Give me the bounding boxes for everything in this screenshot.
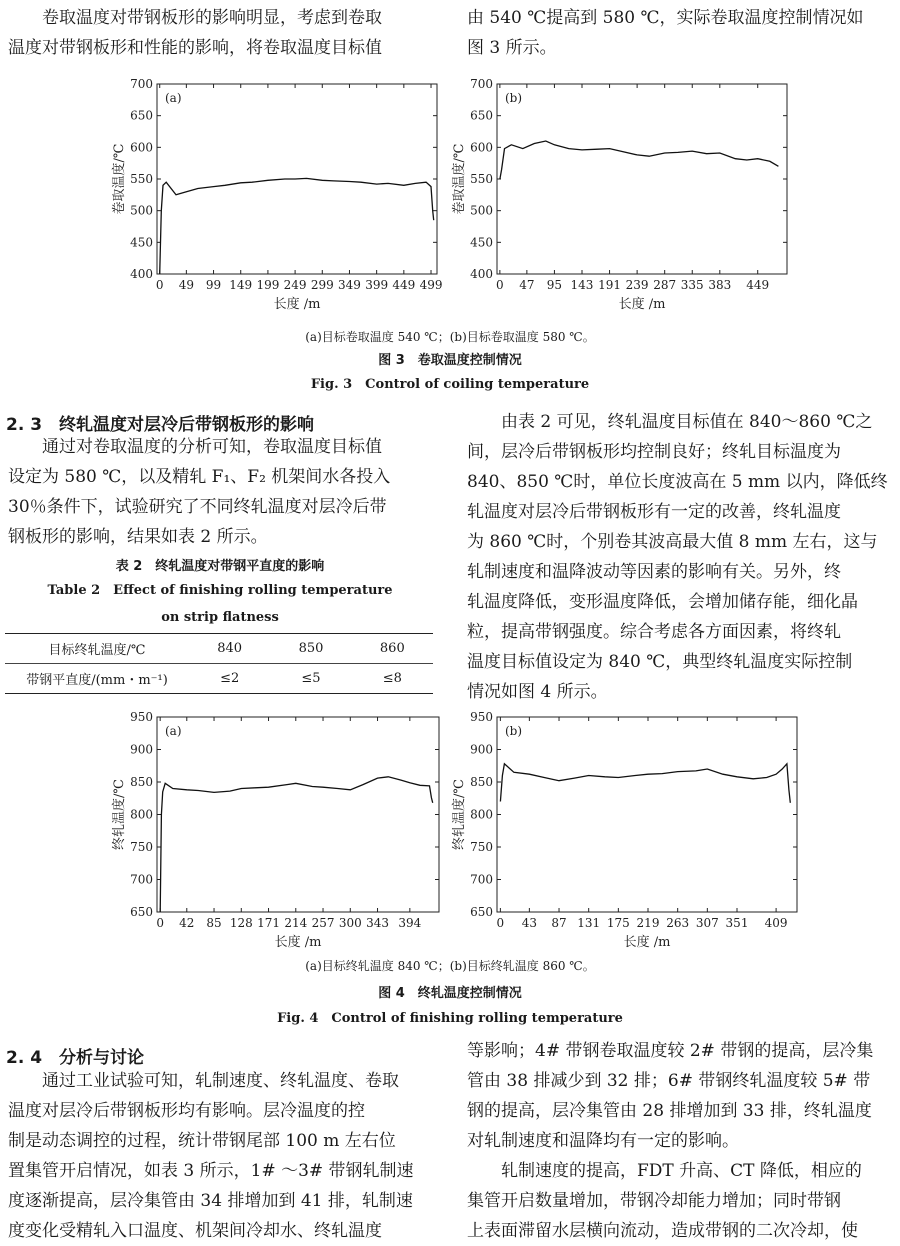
plot-frame — [157, 717, 439, 912]
text-line: 轧温度降低，变形温度降低，会增加储存能，细化晶 — [467, 592, 858, 612]
x-tick-label: 383 — [708, 278, 732, 292]
x-tick-label: 343 — [366, 916, 389, 930]
y-axis-label: 终轧温度/℃ — [112, 779, 127, 850]
y-tick-label: 750 — [470, 840, 493, 854]
series-line — [160, 178, 434, 274]
text-line: 为 860 ℃时，个别卷其波高最大值 8 mm 左右，这与 — [467, 532, 878, 552]
text-line: 钢板形的影响，结果如表 2 所示。 — [8, 527, 268, 547]
x-tick-label: 409 — [764, 916, 788, 930]
x-tick-label: 85 — [206, 916, 222, 930]
text-line: 由 540 ℃提高到 580 ℃，实际卷取温度控制情况如 — [467, 8, 864, 28]
chart-fig3a — [95, 72, 455, 322]
sec24-right-text — [467, 1036, 897, 1246]
table2-title-en2: on strip flatness — [161, 610, 279, 625]
sec23-right-text — [467, 407, 897, 707]
fig4-title-cn: 图 4 终轧温度控制情况 — [378, 986, 522, 1001]
text-line: 度变化受精轧入口温度、机架间冷却水、终轧温度 — [8, 1221, 382, 1241]
text-line: 由表 2 可见，终轧温度目标值在 840～860 ℃之 — [501, 412, 873, 432]
text-line: 温度对层冷后带钢板形均有影响。层冷温度的控 — [8, 1101, 365, 1121]
y-tick-label: 400 — [470, 267, 493, 281]
text-line: 置集管开启情况，如表 3 所示，1# ～3# 带钢轧制速 — [8, 1161, 414, 1181]
text-line: 集管开启数量增加，带钢冷却能力增加；同时带钢 — [467, 1191, 841, 1211]
y-tick-label: 800 — [470, 807, 493, 822]
text-line: 轧温度对层冷后带钢板形有一定的改善，终轧温度 — [467, 502, 841, 522]
fig3-title-en: Fig. 3 Control of coiling temperature — [310, 377, 590, 392]
x-tick-label: 149 — [229, 278, 253, 292]
y-tick-label: 550 — [130, 172, 153, 186]
top-left-text — [8, 3, 438, 63]
y-tick-label: 650 — [470, 905, 493, 919]
y-tick-label: 900 — [470, 742, 493, 757]
table-cell: 850 — [298, 641, 324, 656]
y-tick-label: 700 — [470, 77, 493, 91]
y-tick-label: 600 — [470, 140, 493, 155]
x-tick-label: 0 — [496, 916, 505, 930]
x-tick-label: 175 — [606, 916, 630, 930]
section-heading-2-3: 2. 3 终轧温度对层冷后带钢板形的影响 — [6, 415, 315, 435]
x-axis-label: 长度 /m — [618, 297, 666, 312]
text-line: 图 3 所示。 — [467, 38, 557, 58]
sec23-left-text — [8, 432, 436, 552]
section-heading-2-4: 2. 4 分析与讨论 — [6, 1048, 145, 1068]
x-tick-label: 95 — [546, 278, 563, 292]
text-line: 840、850 ℃时，单位长度波高在 5 mm 以内，降低终 — [467, 472, 888, 492]
text-line: 轧制速度的提高，FDT 升高、CT 降低，相应的 — [501, 1161, 862, 1181]
x-tick-label: 449 — [746, 278, 770, 292]
y-tick-label: 450 — [470, 235, 493, 250]
x-tick-label: 171 — [257, 916, 280, 930]
text-line: 情况如图 4 所示。 — [467, 682, 608, 702]
x-tick-label: 42 — [179, 916, 195, 930]
y-tick-label: 550 — [470, 172, 493, 186]
table-row — [5, 664, 433, 694]
y-tick-label: 950 — [470, 710, 493, 724]
series-line — [500, 141, 779, 179]
table-cell: ≤5 — [301, 671, 321, 686]
fig4-title-en: Fig. 4 Control of finishing rolling temperature — [277, 1011, 623, 1026]
table-cell: ≤8 — [382, 671, 402, 686]
panel-label: (b) — [505, 724, 523, 738]
x-axis-label: 长度 /m — [273, 297, 321, 312]
y-tick-label: 600 — [130, 140, 153, 155]
text-line: 粒，提高带钢强度。综合考虑各方面因素，将终轧 — [467, 622, 841, 642]
panel-label: (b) — [505, 91, 523, 105]
text-line: 管由 38 排减少到 32 排；6# 带钢终轧温度较 5# 带 — [467, 1071, 871, 1091]
chart-fig4a — [95, 705, 455, 955]
y-tick-label: 650 — [130, 108, 153, 123]
series-line — [500, 764, 790, 803]
plot-frame — [497, 717, 797, 912]
text-line: 钢的提高，层冷集管由 28 排增加到 33 排，终轧温度 — [467, 1101, 872, 1121]
x-tick-label: 191 — [598, 278, 622, 292]
x-tick-label: 299 — [310, 278, 334, 292]
x-tick-label: 449 — [392, 278, 416, 292]
x-tick-label: 47 — [519, 278, 535, 292]
x-tick-label: 87 — [551, 916, 567, 930]
chart-fig4b — [452, 705, 815, 955]
table-row — [5, 634, 433, 664]
x-tick-label: 199 — [256, 278, 280, 292]
y-axis-label: 卷取温度/℃ — [112, 143, 127, 215]
table-cell: 目标终轧温度/℃ — [48, 643, 146, 658]
y-axis-label: 卷取温度/℃ — [452, 143, 467, 215]
fig3-title-cn: 图 3 卷取温度控制情况 — [378, 353, 522, 368]
text-line: 等影响；4# 带钢卷取温度较 2# 带钢的提高，层冷集 — [467, 1041, 874, 1061]
fig3-subcaption: (a)目标卷取温度 540 ℃；(b)目标卷取温度 580 ℃。 — [305, 330, 595, 344]
x-tick-label: 399 — [365, 278, 389, 292]
y-tick-label: 650 — [130, 905, 153, 919]
text-line: 温度对带钢板形和性能的影响，将卷取温度目标值 — [8, 38, 382, 58]
table2-title-cn: 表 2 终轧温度对带钢平直度的影响 — [115, 559, 325, 574]
text-line: 通过对卷取温度的分析可知，卷取温度目标值 — [42, 437, 382, 457]
x-tick-label: 99 — [205, 278, 222, 292]
x-tick-label: 219 — [636, 916, 660, 930]
x-tick-label: 128 — [229, 916, 253, 930]
x-tick-label: 394 — [398, 916, 422, 930]
x-tick-label: 287 — [653, 278, 677, 292]
text-line: 设定为 580 ℃，以及精轧 F₁、F₂ 机架间水各投入 — [8, 467, 391, 487]
table-cell: ≤2 — [220, 671, 240, 686]
y-tick-label: 700 — [130, 872, 153, 887]
series-line — [160, 777, 433, 912]
table2-title-en1: Table 2 Effect of finishing rolling temperature — [47, 583, 393, 598]
table2 — [5, 633, 433, 694]
x-tick-label: 249 — [283, 278, 307, 292]
x-tick-label: 257 — [311, 916, 335, 930]
x-tick-label: 335 — [680, 278, 704, 292]
text-line: 通过工业试验可知，轧制速度、终轧温度、卷取 — [42, 1071, 399, 1091]
y-tick-label: 950 — [130, 710, 153, 724]
x-tick-label: 499 — [419, 278, 443, 292]
y-tick-label: 850 — [130, 775, 153, 789]
y-tick-label: 900 — [130, 742, 153, 757]
top-right-text — [467, 3, 897, 63]
y-tick-label: 700 — [470, 872, 493, 887]
y-tick-label: 500 — [130, 203, 153, 218]
sec24-left-text — [8, 1066, 436, 1246]
chart-fig3b — [452, 72, 815, 322]
x-tick-label: 0 — [496, 278, 504, 292]
x-tick-label: 0 — [155, 278, 164, 292]
text-line: 温度目标值设定为 840 ℃，典型终轧温度实际控制 — [467, 652, 853, 672]
x-tick-label: 263 — [666, 916, 690, 930]
text-line: 对轧制速度和温降均有一定的影响。 — [467, 1131, 739, 1151]
plot-frame — [497, 84, 787, 274]
y-tick-label: 750 — [130, 840, 153, 854]
panel-label: (a) — [165, 724, 182, 738]
table-cell: 840 — [217, 641, 243, 656]
x-tick-label: 143 — [570, 278, 594, 292]
x-tick-label: 131 — [577, 916, 601, 930]
text-line: 间，层冷后带钢板形均控制良好；终轧目标温度为 — [467, 442, 841, 462]
y-tick-label: 450 — [130, 235, 153, 250]
panel-label: (a) — [165, 91, 182, 105]
x-tick-label: 49 — [178, 278, 194, 292]
x-tick-label: 300 — [338, 916, 362, 930]
x-tick-label: 214 — [284, 916, 308, 930]
x-tick-label: 307 — [695, 916, 719, 930]
y-tick-label: 700 — [130, 77, 153, 91]
text-line: 30％条件下，试验研究了不同终轧温度对层冷后带 — [8, 497, 387, 517]
table-cell: 860 — [379, 641, 405, 656]
x-tick-label: 43 — [521, 916, 538, 930]
text-line: 度逐渐提高，层冷集管由 34 排增加到 41 排，轧制速 — [8, 1191, 413, 1211]
x-tick-label: 0 — [156, 916, 164, 930]
table-cell: 带钢平直度/(mm・m⁻¹) — [26, 673, 168, 688]
y-tick-label: 500 — [470, 203, 493, 218]
text-line: 卷取温度对带钢板形的影响明显，考虑到卷取 — [42, 8, 382, 28]
x-axis-label: 长度 /m — [274, 935, 322, 950]
x-tick-label: 349 — [338, 278, 361, 292]
fig4-subcaption: (a)目标终轧温度 840 ℃；(b)目标终轧温度 860 ℃。 — [305, 959, 595, 973]
y-tick-label: 400 — [130, 267, 153, 281]
y-tick-label: 850 — [470, 775, 493, 789]
y-tick-label: 800 — [130, 807, 153, 822]
text-line: 轧制速度和温降波动等因素的影响有关。另外，终 — [467, 562, 841, 582]
x-tick-label: 239 — [625, 278, 649, 292]
x-tick-label: 351 — [725, 916, 749, 930]
y-tick-label: 650 — [470, 108, 493, 123]
y-axis-label: 终轧温度/℃ — [452, 779, 467, 850]
text-line: 制是动态调控的过程，统计带钢尾部 100 m 左右位 — [8, 1131, 396, 1151]
text-line: 上表面滞留水层横向流动，造成带钢的二次冷却，使 — [467, 1221, 858, 1241]
x-axis-label: 长度 /m — [623, 935, 671, 950]
